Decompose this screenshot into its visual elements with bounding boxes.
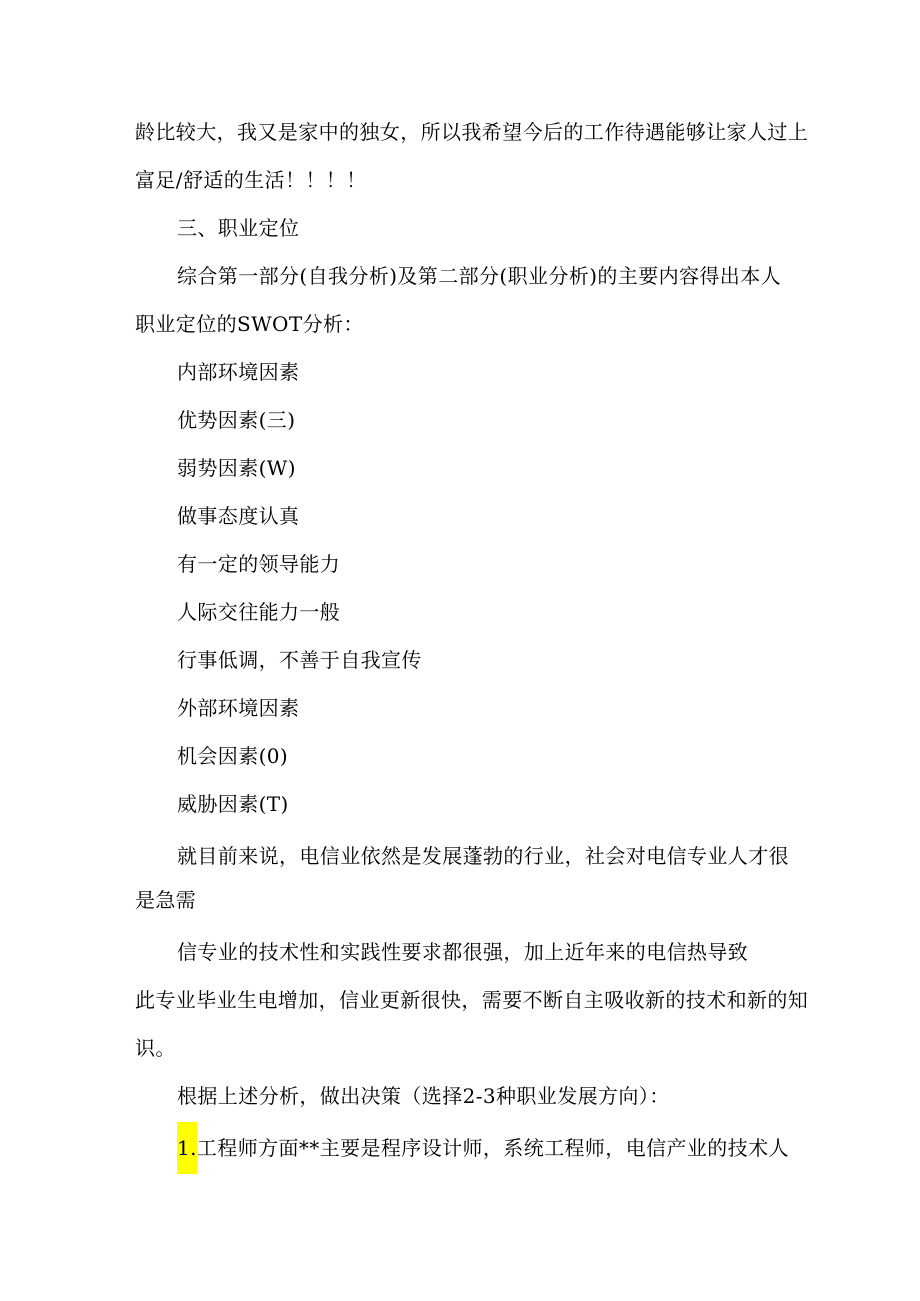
swot-item: 外部环境因素 xyxy=(177,696,300,720)
swot-item: 机会因素(0) xyxy=(177,744,289,768)
swot-item: 有一定的领导能力 xyxy=(177,552,341,576)
body-text-line: 此专业毕业生电增加，信业更新很快，需要不断自主吸收新的技术和新的知 xyxy=(135,988,809,1012)
body-text-line: 是急需 xyxy=(135,888,197,912)
body-text-line: 识。 xyxy=(135,1036,176,1060)
swot-item: 优势因素(三) xyxy=(177,408,296,432)
body-text-line: 就目前来说，电信业依然是发展蓬勃的行业，社会对电信专业人才很 xyxy=(177,844,789,868)
highlighted-item-number: 1. xyxy=(177,1122,197,1174)
list-item-text: 工程师方面**主要是程序设计师，系统工程师，电信产业的技术人 xyxy=(196,1136,789,1160)
swot-item: 内部环境因素 xyxy=(177,360,300,384)
body-text-line: 信专业的技术性和实践性要求都很强，加上近年来的电信热导致 xyxy=(177,940,749,964)
body-text-line: 富足/舒适的生活！！！！ xyxy=(135,168,367,192)
body-text-line: 综合第一部分(自我分析)及第二部分(职业分析)的主要内容得出本人 xyxy=(177,264,782,288)
swot-item: 弱势因素(W) xyxy=(177,456,296,480)
section-heading: 三、职业定位 xyxy=(177,216,300,240)
swot-item: 威胁因素(T) xyxy=(177,792,289,816)
swot-item: 做事态度认真 xyxy=(177,504,300,528)
swot-item: 行事低调，不善于自我宣传 xyxy=(177,648,422,672)
body-text-line: 职业定位的SWOT分析： xyxy=(135,312,364,336)
swot-item: 人际交往能力一般 xyxy=(177,600,341,624)
body-text-line: 根据上述分析，做出决策（选择2-3种职业发展方向）： xyxy=(177,1084,670,1108)
body-text-line: 龄比较大，我又是家中的独女，所以我希望今后的工作待遇能够让家人过上 xyxy=(135,120,809,144)
list-item xyxy=(177,1134,789,1162)
